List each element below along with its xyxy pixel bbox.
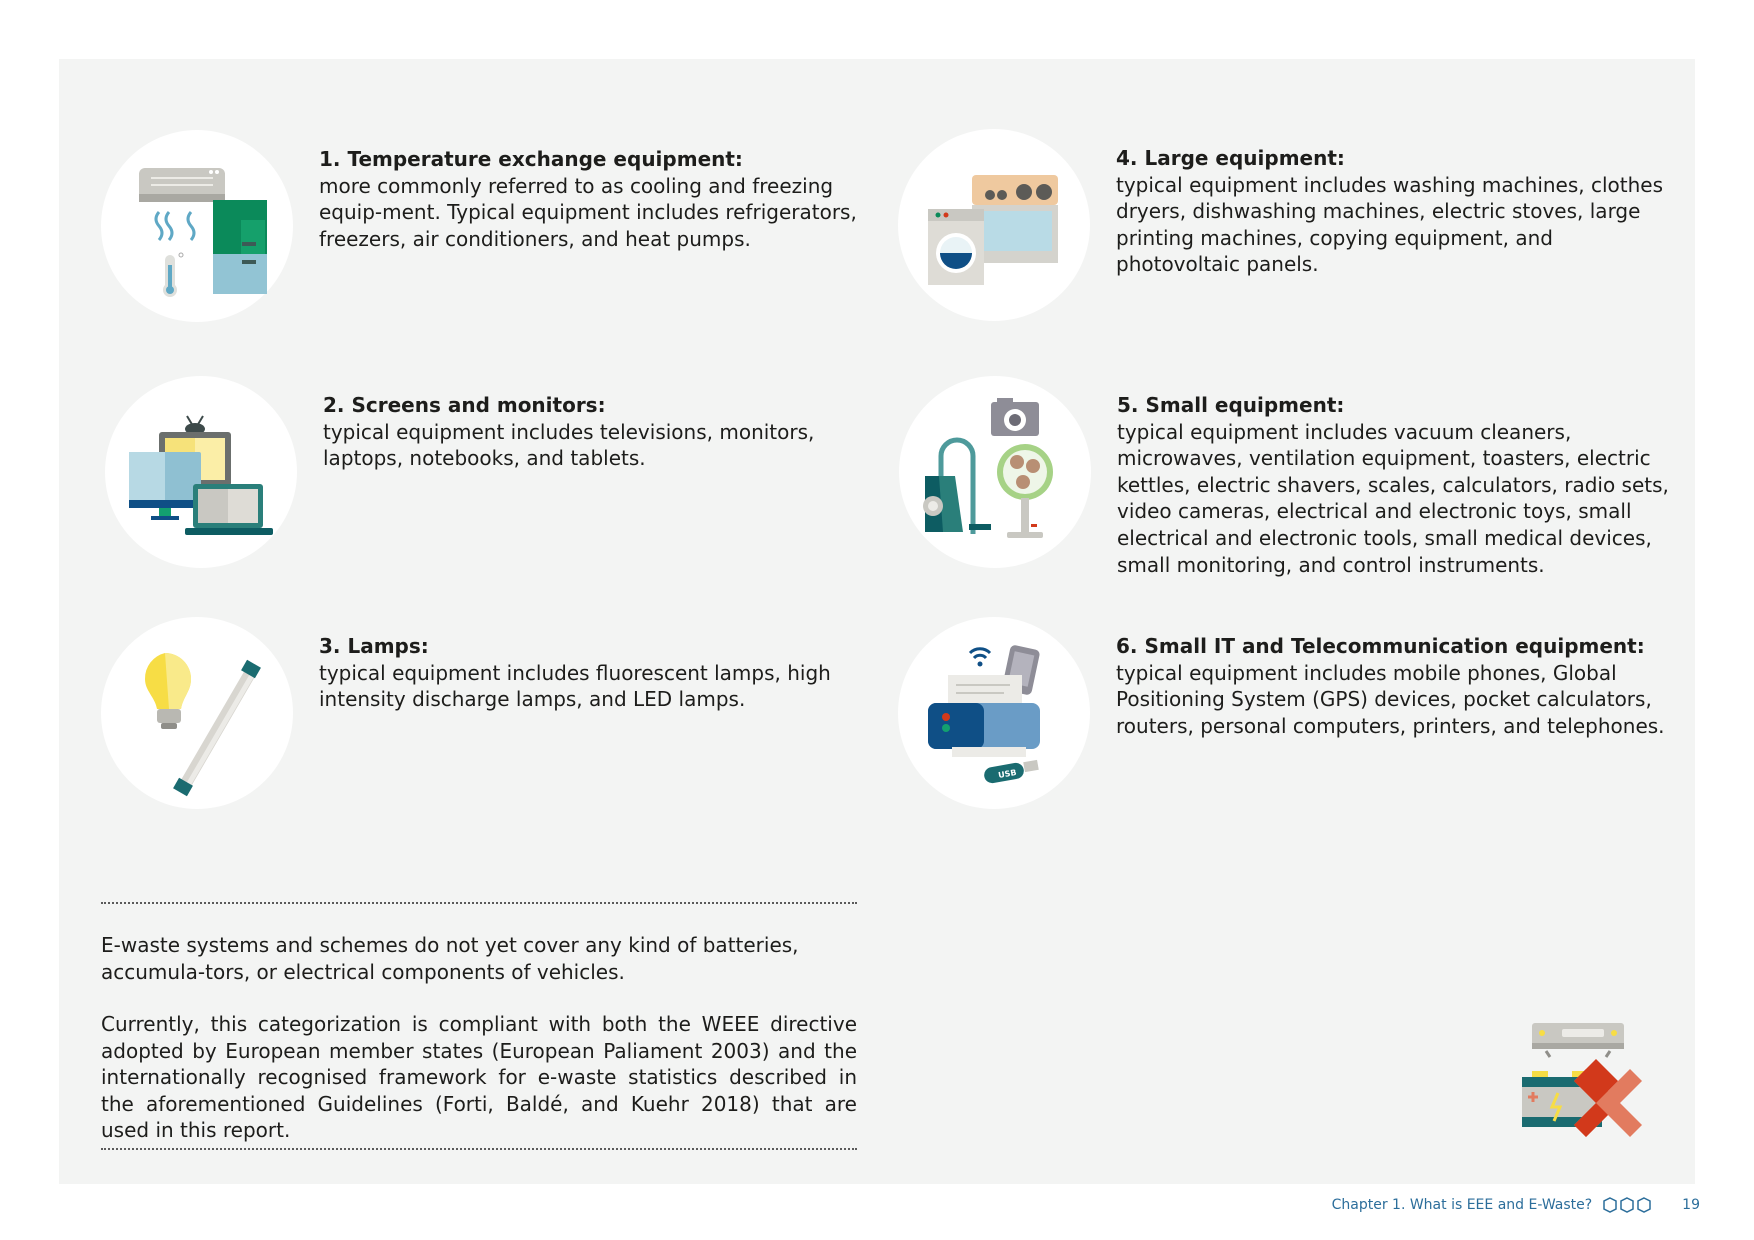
category-title: 6. Small IT and Telecommunication equipment:: [1116, 634, 1645, 658]
category-title: 2. Screens and monitors:: [323, 393, 606, 417]
category-title: 1. Temperature exchange equipment:: [319, 147, 743, 171]
category-description: typical equipment includes vacuum cleaners, microwaves, ventilation equipment, toasters, electric kettles, electric shavers, scales, calculators, radio sets, video cameras, electrical and electronic toys, small electrical and electronic tools, small medical devices, small monitoring, and control instruments.: [1117, 419, 1669, 577]
category-description: typical equipment includes televisions, monitors, laptops, notebooks, and tablets.: [323, 419, 815, 471]
small-equipment-icon: [899, 376, 1091, 568]
page-footer: [1332, 1195, 1700, 1215]
page-number: 19: [1682, 1197, 1700, 1213]
lamps-icon: [101, 617, 293, 809]
dotted-divider-top: [101, 902, 857, 904]
category-description: typical equipment includes fluorescent lamps, high intensity discharge lamps, and LED lamps.: [319, 660, 831, 712]
large-equipment-icon: [898, 129, 1090, 321]
category-description: more commonly referred to as cooling and freezing equip-ment. Typical equipment includes refrigerators, freezers, air conditioners, and heat pumps.: [319, 173, 857, 251]
hexagon-icons: [1602, 1196, 1652, 1214]
excluded-batteries-icon: [1510, 1015, 1660, 1150]
category-description: typical equipment includes washing machines, clothes dryers, dishwashing machines, electric stoves, large printing machines, copying equipment, and photovoltaic panels.: [1116, 172, 1664, 277]
screens-monitors-icon: [105, 376, 297, 568]
small-it-telecom-icon: [898, 617, 1090, 809]
category-title: 3. Lamps:: [319, 634, 429, 658]
batteries-note: E-waste systems and schemes do not yet cover any kind of batteries, accumula-tors, or electrical components of vehicles.: [101, 933, 799, 984]
dotted-divider-bottom: [101, 1148, 857, 1150]
chapter-title: Chapter 1. What is EEE and E-Waste?: [1331, 1197, 1593, 1213]
temperature-exchange-icon: [101, 130, 293, 322]
category-title: 5. Small equipment:: [1117, 393, 1345, 417]
category-description: typical equipment includes mobile phones, Global Positioning System (GPS) devices, pocket calculators, routers, personal computers, printers, and telephones.: [1116, 660, 1665, 738]
compliance-note: Currently, this categorization is compliant with both the WEEE directive adopted by European member states (European Paliament 2003) and the internationally recognised framework for e-waste statistics described in the aforementioned Guidelines (Forti, Baldé, and Kuehr 2018) that are used in this report.: [101, 1012, 857, 1143]
category-title: 4. Large equipment:: [1116, 146, 1345, 170]
usb-label: USB: [997, 767, 1018, 780]
